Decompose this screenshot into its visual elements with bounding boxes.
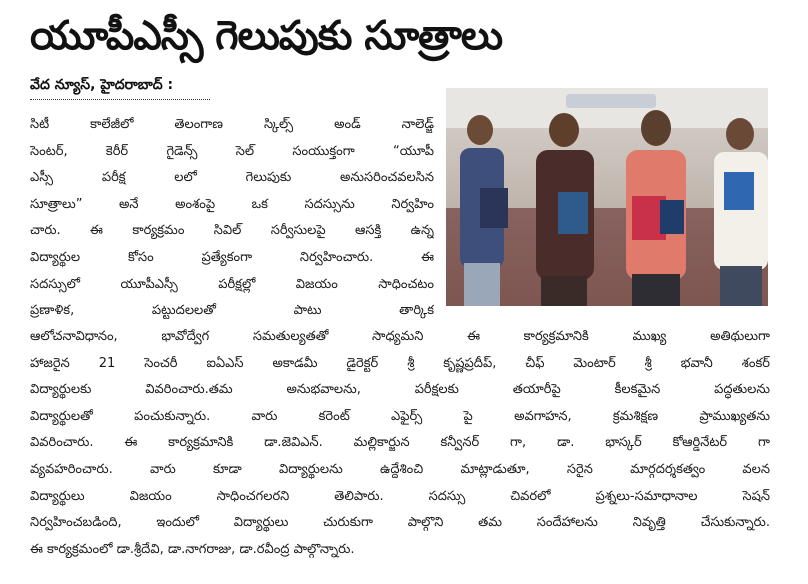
body-line: హాజరైన 21 సెంచరీ ఐఏఎస్ అకాడమీ డైరెక్టర్ శ్రీ కృష్ణప్రదీప్, చీఫ్ మెంటార్ శ్రీ భవానీ శంకర్ <box>30 355 770 371</box>
intro-line: సిటీ కాలేజీలో తెలంగాణ స్కిల్స్ అండ్ నాలెడ్జ్ <box>30 117 434 132</box>
event-photo-illustration <box>446 88 768 306</box>
intro-line: సూత్రాలు” అనే అంశంపై ఒక సదస్సును నిర్వహిం <box>30 196 434 212</box>
article-body-column <box>30 324 770 563</box>
event-photo <box>446 88 768 306</box>
intro-line: ప్రణాళిక, పట్టుదలలతో పాటు తార్కిక <box>30 303 434 319</box>
body-line: నిర్వహించబడింది, ఇందులో విద్యార్థులు చురుకుగా పాల్గొని తమ సందేహాలను నివృత్తి చేసుకున్నారు. <box>30 515 770 531</box>
dateline: వేద న్యూస్, హైదరాబాద్ : <box>30 77 174 93</box>
intro-line: ఎస్సీ పరీక్ష లలో గెలుపుకు అనుసరించవలసిన <box>30 170 434 186</box>
article-intro-column <box>30 112 434 325</box>
dateline-divider <box>30 99 210 100</box>
intro-line: సదస్సులో యూపీఎస్సీ పరీక్షల్లో విజయం సాధించటం <box>30 276 434 292</box>
body-line: విద్యార్థులు విజయం సాధించగలరని తెలిపారు. సదస్సు చివరలో ప్రశ్నలు-సమాధానాల సెషన్ <box>30 488 770 504</box>
body-line: విద్యార్థులకు వివరించారు.తమ అనుభవాలను, పరీక్షలకు తయారీపై కీలకమైన పద్ధతులను <box>30 382 770 398</box>
body-line: ఈ కార్యక్రమంలో డా.శ్రీదేవి, డా.నాగరాజు, డా.రవీంద్ర పాల్గొన్నారు. <box>30 541 355 557</box>
intro-line: విద్యార్థుల కోసం ప్రత్యేకంగా నిర్వహించారు. ఈ <box>30 249 434 265</box>
body-line: వ్యవహరించారు. వారు కూడా విద్యార్థులను ఉద్దేశించి మాట్లాడుతూ, సరైన మార్గదర్శకత్వం వలన <box>30 461 770 477</box>
headline: యూపీఎస్సీ గెలుపుకు సూత్రాలు <box>30 13 503 59</box>
body-line: ఆలోచనావిధానం, భావోద్వేగ సమతుల్యతతో సాధ్యమని ఈ కార్యక్రమానికి ముఖ్య అతిథులుగా <box>30 329 770 344</box>
body-line: విద్యార్థులతో పంచుకున్నారు. వారు కరెంట్ ఎఫైర్స్ పై అవగాహన, క్రమశిక్షణ ప్రాముఖ్యతను <box>30 408 770 424</box>
intro-line: చారు. ఈ కార్యక్రమం సివిల్ సర్వీసులపై ఆసక్తి ఉన్న <box>30 223 434 239</box>
body-line: వివరించారు. ఈ కార్యక్రమానికి డా.జెవిఎన్. మల్లికార్జున కన్వీనర్ గా, డా. భాస్కర్ కోఆర్డినేటర్ గా <box>30 435 770 451</box>
intro-line: సెంటర్, కెరీర్ గైడెన్స్ సెల్ సంయుక్తంగా “యూపీ <box>30 143 434 159</box>
